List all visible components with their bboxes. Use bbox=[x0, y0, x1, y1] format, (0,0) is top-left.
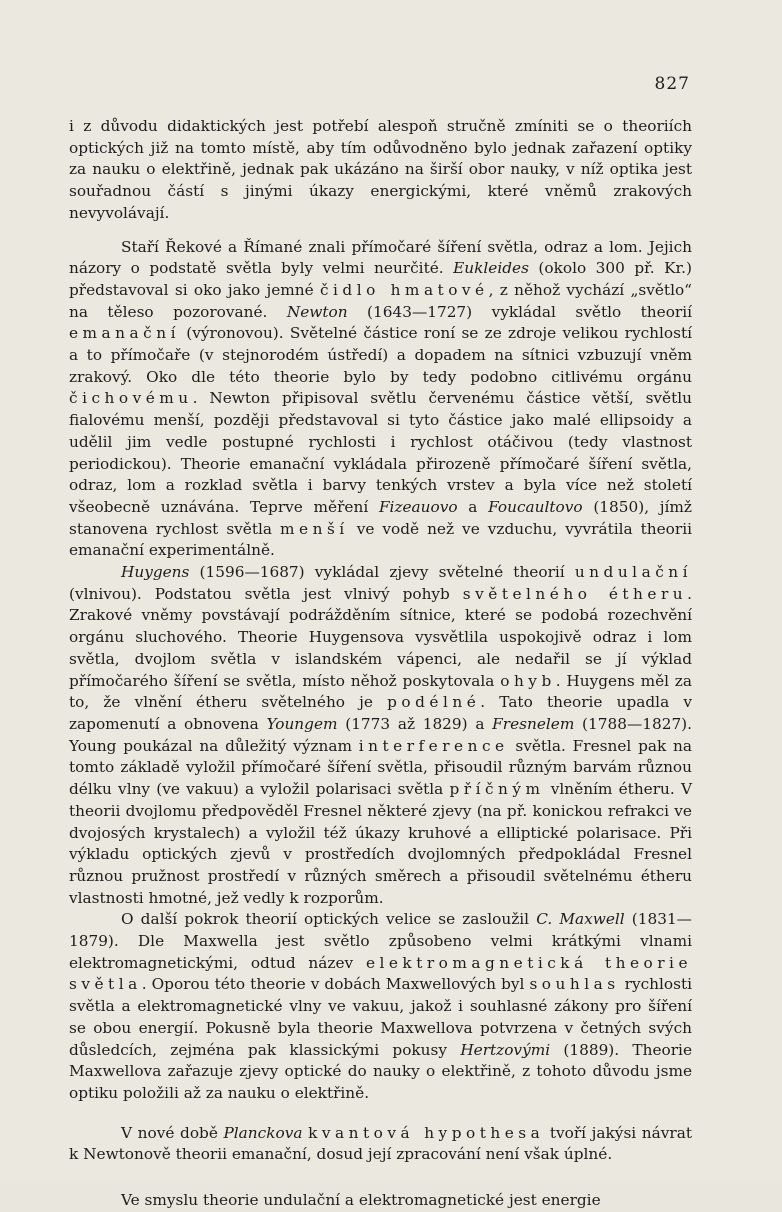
text-run: . Oporou této theorie v dobách Maxwellových byl bbox=[141, 975, 530, 994]
text-run: (1643—1727) vykládal světlo theorií bbox=[347, 302, 692, 321]
italic-name: Planckova bbox=[223, 1123, 303, 1142]
text-run: tvoří jakýsi návrat k Newtonově theorii emanační, dosud její zpracování není však úplné. bbox=[69, 1123, 692, 1164]
text-run: . Newton připisoval světlu červenému částice větší, světlu fialovému menší, později představoval si tyto částice jako malé ellipsoidy a udělil jim vedle postupné rychlosti i rychlost otáčivou (tedy vlastnost periodickou). Theorie emanační vykládala přirozeně přímočaré šíření světla, odraz, lom a rozklad světla i barvy tenkých vrstev a byla více než století všeobecně uznávána. Teprve měření bbox=[69, 389, 692, 516]
text-run: světla. Fresnel pak na tomto základě vyložil přímočaré šíření světla, přisoudil různým barvám různou délku vlny (ve vakuu) a vyložil polarisaci světla bbox=[69, 736, 692, 799]
text-run: Ve smyslu theorie undulační a elektromagnetické jest energie bbox=[121, 1191, 601, 1210]
text-run: . Huygens měl za to, že vlnění étheru světelného je bbox=[69, 671, 692, 712]
italic-name: Fresnelem bbox=[492, 714, 575, 733]
spaced-emphasis: menší bbox=[280, 519, 349, 538]
italic-name: Foucaultovo bbox=[488, 497, 583, 516]
text-run: ve vodě než ve vzduchu, vyvrátila theorii emanační experimentálně. bbox=[69, 519, 692, 560]
text-run: i z důvodu didaktických jest potřebí alespoň stručně zmíniti se o theoriích optických již na tomto místě, aby tím odůvodněno bylo jednak zařazení optiky za nauku o elektřině, jednak pak ukázáno na širší obor nauky, v níž optika jest souřadnou částí s jinými úkazy energickými, které vněmů zrakových nevyvolávají. bbox=[69, 117, 692, 222]
italic-name: Youngem bbox=[266, 714, 338, 733]
text-run: (1773 až 1829) a bbox=[337, 714, 493, 733]
paragraph-quantum-hypothesis bbox=[69, 1123, 692, 1166]
spaced-emphasis: čichovému bbox=[69, 389, 193, 408]
spaced-emphasis: elektromagnetická theorie světla bbox=[69, 953, 693, 994]
text-run: . Tato theorie upadla v zapomenutí a obnovena bbox=[69, 693, 692, 733]
text-run: a bbox=[457, 497, 489, 516]
text-run: rychlosti světla a elektromagnetické vlny ve vakuu, jakož i souhlasné zákony pro šíření se obou energií. Pokusně byla theorie Maxwellova potvrzena v četných svých důsledcích, zejména pak klassickými pokusy bbox=[69, 975, 692, 1059]
text-run: V nové době bbox=[121, 1123, 224, 1142]
text-run: Staří Řekové a Římané znali přímočaré šíření světla, odraz a lom. Jejich názory o podstatě světla byly velmi neurčité. bbox=[69, 237, 692, 278]
spaced-emphasis: podélné bbox=[387, 693, 481, 712]
text-run: . Zrakové vněmy povstávají podrážděním sítnice, které se podobá rozechvění orgánu sluchového. Theorie Huygensova vysvětlila uspokojivě odraz i lom světla, dvojlom světla v islandském vápenci, ale nedařil se jí výklad přímočarého šíření se světla, místo něhož poskytovala bbox=[69, 584, 692, 690]
italic-name: Huygens bbox=[121, 563, 190, 582]
italic-name: Newton bbox=[286, 302, 348, 321]
text-run: (1831—1879). Dle Maxwella jest světlo způsobeno velmi krátkými vlnami elektromagnetickými, odtud název bbox=[69, 910, 692, 972]
text-run: , z něhož vychází „světlo“ na těleso pozorované. bbox=[69, 280, 692, 321]
text-run: (vlnivou). Podstatou světla jest vlnivý pohyb bbox=[69, 584, 463, 603]
text-run: (1596—1687) vykládal zjevy světelné theorií bbox=[189, 563, 575, 582]
text-run: (okolo 300 př. Kr.) představoval si oko jako jemné bbox=[69, 259, 692, 299]
spaced-emphasis: undulační bbox=[574, 563, 692, 582]
spaced-emphasis: příčným bbox=[449, 780, 545, 799]
paragraph-energy bbox=[69, 1190, 692, 1212]
spaced-emphasis: emanační bbox=[69, 324, 180, 343]
text-run: (1788—1827). Young poukázal na důležitý význam bbox=[69, 714, 693, 755]
paragraph-undulation-theory bbox=[69, 562, 692, 909]
paragraph-intro bbox=[69, 116, 692, 225]
spaced-emphasis: ohyb bbox=[500, 671, 556, 690]
text-run: (1850), jímž stanovena rychlost světla bbox=[69, 497, 692, 538]
spaced-emphasis: interference bbox=[358, 736, 509, 755]
body-text bbox=[69, 116, 692, 1212]
spaced-emphasis: světelného étheru bbox=[462, 584, 688, 603]
text-run: (1889). Theorie Maxwellova zařazuje zjevy optické do nauky o elektřině, z tohoto důvodu jsme optiku položili až za nauku o elektřině. bbox=[69, 1040, 692, 1102]
spaced-emphasis: kvantová hypothesa bbox=[308, 1123, 545, 1142]
italic-name: C. Maxwell bbox=[536, 910, 625, 929]
page-number: 827 bbox=[654, 74, 690, 94]
paragraph-electromagnetic-theory bbox=[69, 909, 692, 1104]
spaced-emphasis: čidlo hmatové bbox=[319, 280, 489, 299]
paragraph-emanation-theory bbox=[69, 237, 692, 563]
italic-name: Hertzovými bbox=[460, 1040, 551, 1059]
italic-name: Fizeauovo bbox=[378, 497, 458, 516]
text-run: O další pokrok theorií optických velice se zasloužil bbox=[121, 910, 537, 929]
text-run: (výronovou). Světelné částice roní se ze zdroje velikou rychlostí a to přímočaře (v stejnorodém ústředí) a dopadem na sítnici vzbuzují vněm zrakový. Oko dle této theorie bylo by tedy podobno citlivému orgánu bbox=[69, 324, 692, 386]
text-run: vlněním étheru. V theorii dvojlomu předpověděl Fresnel některé zjevy (na př. konickou refrakci ve dvojosých krystalech) a vyložil též úkazy kruhové a elliptické polarisace. Při výkladu optických zjevů v prostředích dvojlomných předpokládal Fresnel různou pružnost prostředí v různých směrech a přisoudil světelnému étheru vlastnosti hmotné, jež vedly k rozporům. bbox=[69, 780, 692, 907]
spaced-emphasis: souhlas bbox=[529, 975, 620, 994]
italic-name: Eukleides bbox=[453, 259, 529, 278]
